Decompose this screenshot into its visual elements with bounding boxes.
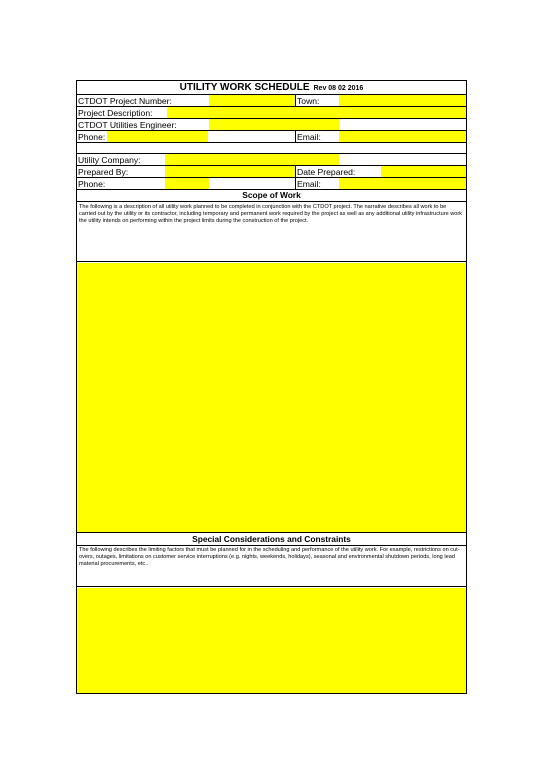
scope-of-work-input[interactable] [77,263,466,533]
prepared-by-row [77,166,466,178]
date-prepared-input[interactable] [381,166,467,177]
town-input[interactable] [339,95,467,106]
engineer-contact-row [77,131,466,143]
utilities-engineer-row [77,119,466,131]
utility-company-label: Utility Company: [78,155,141,165]
special-divider [77,586,466,587]
phone-label-1: Phone: [78,132,106,142]
revision-label: Rev 08 02 2016 [313,85,364,92]
scope-area-divider [77,532,466,533]
project-description-label: Project Description: [78,108,153,118]
form-title: UTILITY WORK SCHEDULE [179,82,310,93]
utility-contact-row [77,178,466,190]
town-label: Town: [295,95,339,106]
email-input-1[interactable] [339,131,467,142]
project-number-row [77,95,466,107]
email-label-1: Email: [295,131,339,142]
project-description-input[interactable] [167,107,467,118]
email-input-2[interactable] [339,178,467,189]
special-considerations-heading: Special Considerations and Constraints [77,534,466,546]
form-title-row [77,81,466,95]
utilities-engineer-input[interactable] [209,119,339,130]
scope-of-work-heading: Scope of Work [77,190,466,202]
utility-work-schedule-form [76,80,467,694]
prepared-by-input[interactable] [165,166,295,177]
date-prepared-label: Date Prepared: [295,166,381,177]
utility-company-row [77,154,466,166]
spacer-row [77,143,466,154]
ctdot-project-number-label: CTDOT Project Number: [78,96,172,106]
utility-company-input[interactable] [165,154,339,165]
phone-label-2: Phone: [78,179,106,189]
scope-divider [77,261,466,262]
scope-of-work-description: The following is a description of all utility work planned to be completed in conjunction with the CTDOT project. The narrative describes all work to be carried out by the utility or its contractor, including temporary and permanent work required by the project as well as any additional utility infrastructure work the utility intends on performing within the project limits during the construction of the project. [79,204,463,225]
special-considerations-description: The following describes the limiting factors that must be planned for in the scheduling and performance of the utility work. For example, restrictions on cut-overs, outages, limitations on customer service interruptions (e.g. nights, weekends, holidays), seasonal and environmental shutdown periods, long lead material procurements, etc.. [79,547,460,568]
special-considerations-input[interactable] [77,588,466,694]
phone-input-2[interactable] [165,178,209,189]
ctdot-project-number-input[interactable] [209,95,295,106]
email-label-2: Email: [295,178,339,189]
project-description-row [77,107,466,119]
prepared-by-label: Prepared By: [78,167,129,177]
phone-input-1[interactable] [107,131,208,142]
utilities-engineer-label: CTDOT Utilities Engineer: [78,120,177,130]
